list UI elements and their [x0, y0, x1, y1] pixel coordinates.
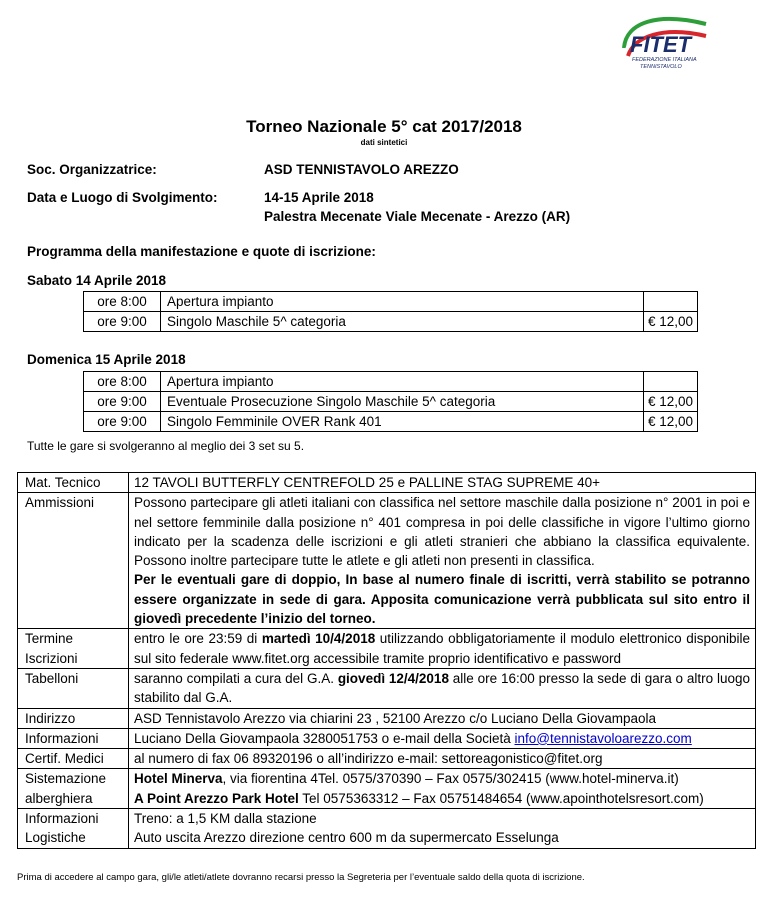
logistiche-line1: Treno: a 1,5 KM dalla stazione	[134, 811, 317, 827]
sunday-schedule-table	[83, 371, 698, 432]
certif-value: al numero di fax 06 89320196 o all’indirizzo e-mail: settoreagonistico@fitet.org	[129, 749, 756, 769]
fitet-logo-icon	[618, 8, 710, 80]
termine-label-line1: Termine	[25, 631, 74, 647]
schedule-price: € 12,00	[644, 392, 698, 412]
table-row	[18, 749, 756, 769]
mat-tecnico-label: Mat. Tecnico	[18, 473, 129, 493]
ammissioni-text: Possono partecipare gli atleti italiani con classifica nel settore maschile dalla posizione n° 2001 in poi e nel settore femminile dalla posizione n° 401 compresa in poi delle classifiche in vigore l’ultimo giorno indicato per la scadenza delle iscrizioni e gli atleti stranieri che abbiano la classifica equivalente. Possono inoltre partecipare tutte le atlete e gli atleti non presenti in classifica.	[134, 495, 750, 569]
schedule-price: € 12,00	[644, 312, 698, 332]
table-row	[18, 809, 756, 849]
table-row	[18, 473, 756, 493]
schedule-time: ore 9:00	[84, 392, 161, 412]
tabelloni-pre: saranno compilati a cura del G.A.	[134, 670, 338, 686]
schedule-event: Apertura impianto	[161, 292, 644, 312]
tabelloni-value	[129, 668, 756, 708]
schedule-price	[644, 292, 698, 312]
logistiche-line2: Auto uscita Arezzo direzione centro 600 m da supermercato Esselunga	[134, 830, 559, 846]
sunday-heading: Domenica 15 Aprile 2018	[27, 352, 186, 367]
ammissioni-value	[129, 493, 756, 629]
footnote: Prima di accedere al campo gara, gli/le atleti/atlete dovranno recarsi presso la Segreteria per l’eventuale saldo della quota di iscrizione.	[17, 872, 585, 883]
logistiche-label	[18, 809, 129, 849]
schedule-event: Apertura impianto	[161, 372, 644, 392]
termine-date: martedì 10/4/2018	[261, 631, 376, 647]
fitet-logo	[618, 8, 710, 80]
informazioni-value	[129, 728, 756, 748]
event-date: 14-15 Aprile 2018	[264, 190, 374, 205]
ammissioni-label: Ammissioni	[18, 493, 129, 629]
indirizzo-label: Indirizzo	[18, 708, 129, 728]
termine-value	[129, 629, 756, 669]
ammissioni-doubles-note: Per le eventuali gare di doppio, In base al numero finale di iscritti, verrà stabilito se potranno essere organizzate in sede di gara. Apposita comunicazione verrà pubblicata sul sito entro il giovedì precedente l’inizio del torneo.	[134, 572, 750, 627]
organizer-value: ASD TENNISTAVOLO AREZZO	[264, 162, 459, 177]
saturday-schedule-table	[83, 291, 698, 332]
termine-label-line2: Iscrizioni	[25, 650, 78, 666]
sistemazione-label	[18, 769, 129, 809]
tabelloni-post: alle ore 16:00 presso la sede di gara o altro luogo stabilito dal G.A.	[134, 670, 750, 706]
sistemazione-value	[129, 769, 756, 809]
page-title: Torneo Nazionale 5° cat 2017/2018	[246, 117, 522, 136]
table-row	[84, 392, 698, 412]
schedule-price: € 12,00	[644, 412, 698, 432]
schedule-event: Singolo Maschile 5^ categoria	[161, 312, 644, 332]
email-link[interactable]: info@tennistavoloarezzo.com	[514, 730, 692, 746]
table-row	[18, 493, 756, 629]
logo-text: FITET	[630, 32, 692, 57]
termine-pre: entro le ore 23:59 di	[134, 631, 262, 647]
sets-note: Tutte le gare si svolgeranno al meglio dei 3 set su 5.	[27, 439, 305, 453]
logistiche-label-line1: Informazioni	[25, 811, 99, 827]
table-row	[18, 728, 756, 748]
page-subtitle: dati sintetici	[360, 138, 408, 147]
info-table	[17, 472, 756, 849]
table-row	[18, 668, 756, 708]
event-place: Palestra Mecenate Viale Mecenate - Arezzo (AR)	[264, 209, 571, 224]
informazioni-pre: Luciano Della Giovampaola 3280051753 o e-mail della Società	[134, 730, 515, 746]
table-row	[84, 412, 698, 432]
logo-subtext-1: FEDERAZIONE ITALIANA	[632, 57, 697, 63]
schedule-event: Eventuale Prosecuzione Singolo Maschile 5^ categoria	[161, 392, 644, 412]
certif-label: Certif. Medici	[18, 749, 129, 769]
table-row	[84, 372, 698, 392]
program-heading: Programma della manifestazione e quote di iscrizione:	[27, 244, 376, 259]
table-row	[84, 312, 698, 332]
logo-subtext-2: TENNISTAVOLO	[640, 64, 682, 70]
hotel2-details: Tel 0575363312 – Fax 05751484654 (www.apointhotelsresort.com)	[298, 790, 704, 806]
tabelloni-date: giovedì 12/4/2018	[337, 670, 449, 686]
schedule-event: Singolo Femminile OVER Rank 401	[161, 412, 644, 432]
organizer-label: Soc. Organizzatrice:	[27, 162, 157, 177]
termine-post: utilizzando obbligatoriamente il modulo elettronico disponibile sul sito federale www.fitet.org accessibile tramite proprio identificativo e password	[134, 631, 750, 666]
informazioni-label: Informazioni	[18, 728, 129, 748]
logistiche-value	[129, 809, 756, 849]
date-place-label: Data e Luogo di Svolgimento:	[27, 190, 218, 205]
hotel2-name: A Point Arezzo Park Hotel	[134, 790, 299, 806]
logistiche-label-line2: Logistiche	[25, 830, 86, 846]
schedule-time: ore 9:00	[84, 312, 161, 332]
indirizzo-value: ASD Tennistavolo Arezzo via chiarini 23 , 52100 Arezzo c/o Luciano Della Giovampaola	[129, 708, 756, 728]
sistemazione-label-line2: alberghiera	[25, 790, 93, 806]
tabelloni-label: Tabelloni	[18, 668, 129, 708]
termine-label	[18, 629, 129, 669]
table-row	[18, 769, 756, 809]
schedule-price	[644, 372, 698, 392]
table-row	[18, 629, 756, 669]
sistemazione-label-line1: Sistemazione	[25, 771, 107, 787]
hotel1-details: , via fiorentina 4Tel. 0575/370390 – Fax 0575/302415 (www.hotel-minerva.it)	[222, 771, 679, 787]
hotel1-name: Hotel Minerva	[134, 771, 223, 787]
table-row	[18, 708, 756, 728]
schedule-time: ore 8:00	[84, 372, 161, 392]
mat-tecnico-value: 12 TAVOLI BUTTERFLY CENTREFOLD 25 e PALLINE STAG SUPREME 40+	[129, 473, 756, 493]
saturday-heading: Sabato 14 Aprile 2018	[27, 273, 167, 288]
table-row	[84, 292, 698, 312]
schedule-time: ore 8:00	[84, 292, 161, 312]
schedule-time: ore 9:00	[84, 412, 161, 432]
